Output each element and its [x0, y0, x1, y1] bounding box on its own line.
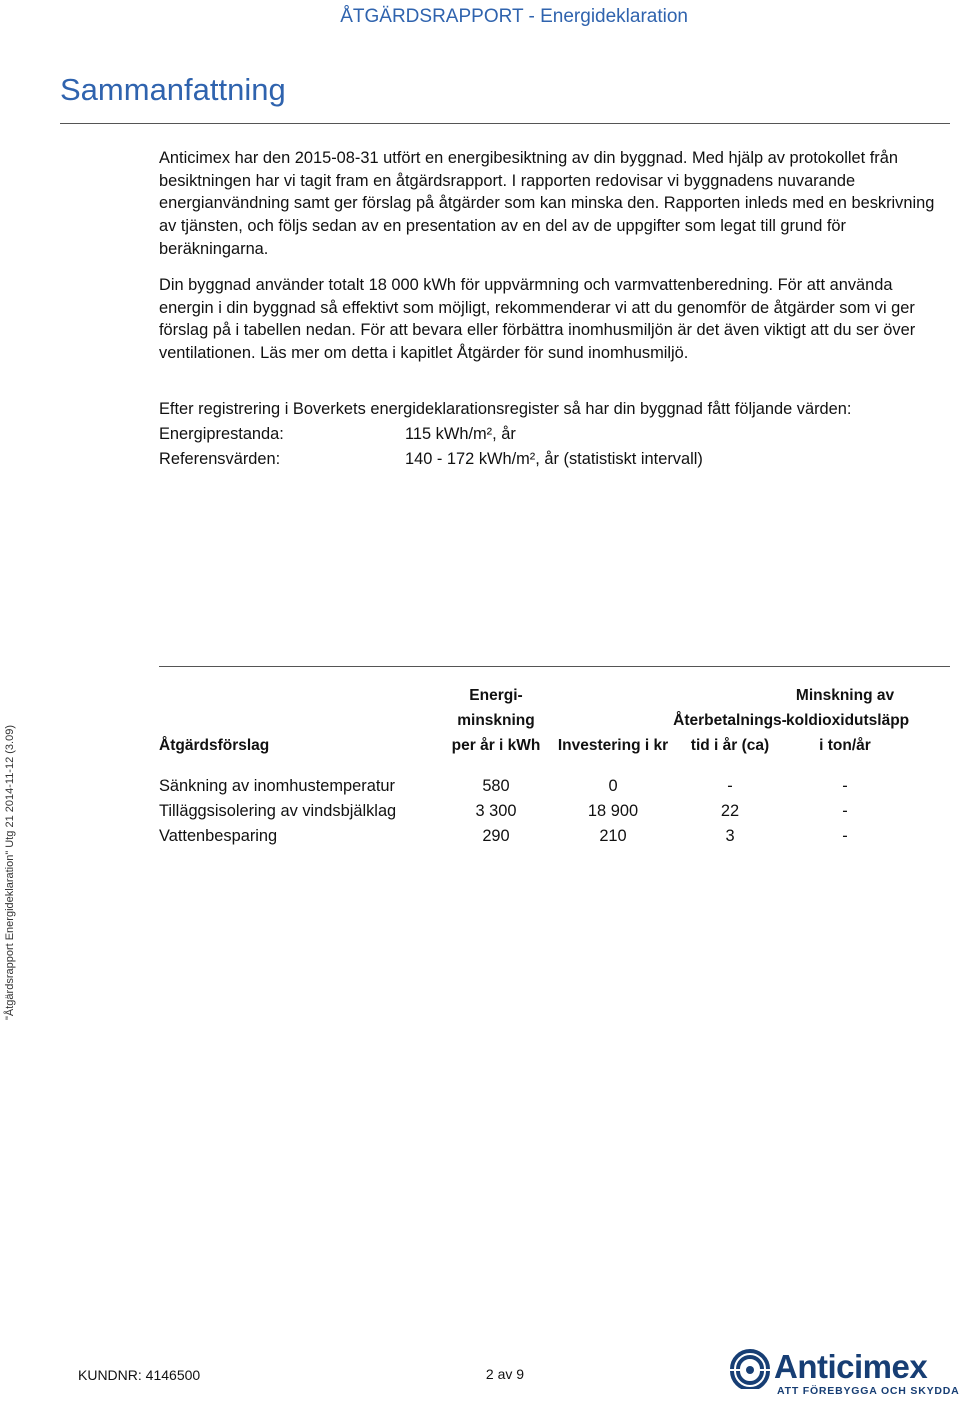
- energy-reduction-cell: 580: [482, 777, 510, 795]
- table-row: [0, 777, 960, 802]
- co2-reduction-cell: -: [842, 777, 848, 795]
- column-header-energy-reduction: Energi- minskning per år i kWh: [451, 687, 541, 754]
- reference-values-value: 140 - 172 kWh/m², år (statistiskt intervall): [405, 450, 703, 468]
- table-row: [0, 827, 960, 852]
- summary-paragraph-3: Efter registrering i Boverkets energideklarationsregister så har din byggnad fått följande värden:: [159, 400, 852, 418]
- logo-brand: Anticimex: [774, 1348, 928, 1385]
- anticimex-logo: [728, 1348, 960, 1398]
- column-header-measure: Åtgärdsförslag: [159, 737, 270, 754]
- page-number: 2 av 9: [485, 1366, 525, 1382]
- report-header-title: ÅTGÄRDSRAPPORT - Energideklaration: [340, 6, 688, 27]
- table-row: [0, 802, 960, 827]
- payback-cell: 3: [725, 827, 735, 845]
- reference-values-label: Referensvärden:: [159, 450, 281, 468]
- table-top-rule: [159, 666, 950, 667]
- title-divider: [60, 123, 950, 124]
- investment-cell: 18 900: [587, 802, 639, 820]
- payback-cell: -: [727, 777, 733, 795]
- energy-performance-label: Energiprestanda:: [159, 425, 284, 443]
- payback-cell: 22: [720, 802, 740, 820]
- column-header-co2-reduction: Minskning av koldioxidutsläpp i ton/år: [786, 687, 910, 754]
- summary-paragraph-2: Din byggnad använder totalt 18 000 kWh för uppvärmning och varmvattenberedning. För att använda energin i din byggnad så effektivt som möjligt, rekommenderar vi att du genomför de åtgärder som vi ger förslag på i tabellen nedan. För att bevara eller förbättra inomhusmiljön är det även viktigt att du ser över ventilationen. Läs mer om detta i kapitlet Åtgärder för sund inomhusmiljö.: [159, 276, 916, 363]
- measure-cell: Vattenbesparing: [159, 827, 278, 845]
- logo-tagline: ATT FÖREBYGGA OCH SKYDDA: [777, 1385, 960, 1397]
- energy-reduction-cell: 290: [482, 827, 510, 845]
- page-title: Sammanfattning: [60, 72, 286, 107]
- investment-cell: 0: [608, 777, 618, 795]
- co2-reduction-cell: -: [842, 802, 848, 820]
- customer-number: KUNDNR: 4146500: [78, 1367, 201, 1383]
- column-header-payback: Återbetalnings- tid i år (ca): [673, 712, 787, 754]
- column-header-investment: Investering i kr: [557, 737, 669, 754]
- measure-cell: Tilläggsisolering av vindsbjälklag: [159, 802, 397, 820]
- co2-reduction-cell: -: [842, 827, 848, 845]
- document-version-vertical-text: "Åtgärdsrapport Energideklaration" Utg 21 2014-11-12 (3.09): [4, 724, 16, 1020]
- energy-reduction-cell: 3 300: [475, 802, 517, 820]
- summary-paragraph-1: Anticimex har den 2015-08-31 utfört en energibesiktning av din byggnad. Med hjälp av protokollet från besiktningen har vi tagit fram en åtgärdsrapport. I rapporten redovisar vi byggnadens nuvarande energianvändning samt ger förslag på åtgärder som kan minska den. Rapporten inleds med en beskrivning av tjänsten, och följs sedan av en presentation av en del av de uppgifter som legat till grund för beräkningarna.: [159, 149, 935, 258]
- energy-performance-value: 115 kWh/m², år: [405, 425, 516, 443]
- investment-cell: 210: [599, 827, 627, 845]
- measure-cell: Sänkning av inomhustemperatur: [159, 777, 395, 795]
- anticimex-emblem-icon: [728, 1349, 772, 1389]
